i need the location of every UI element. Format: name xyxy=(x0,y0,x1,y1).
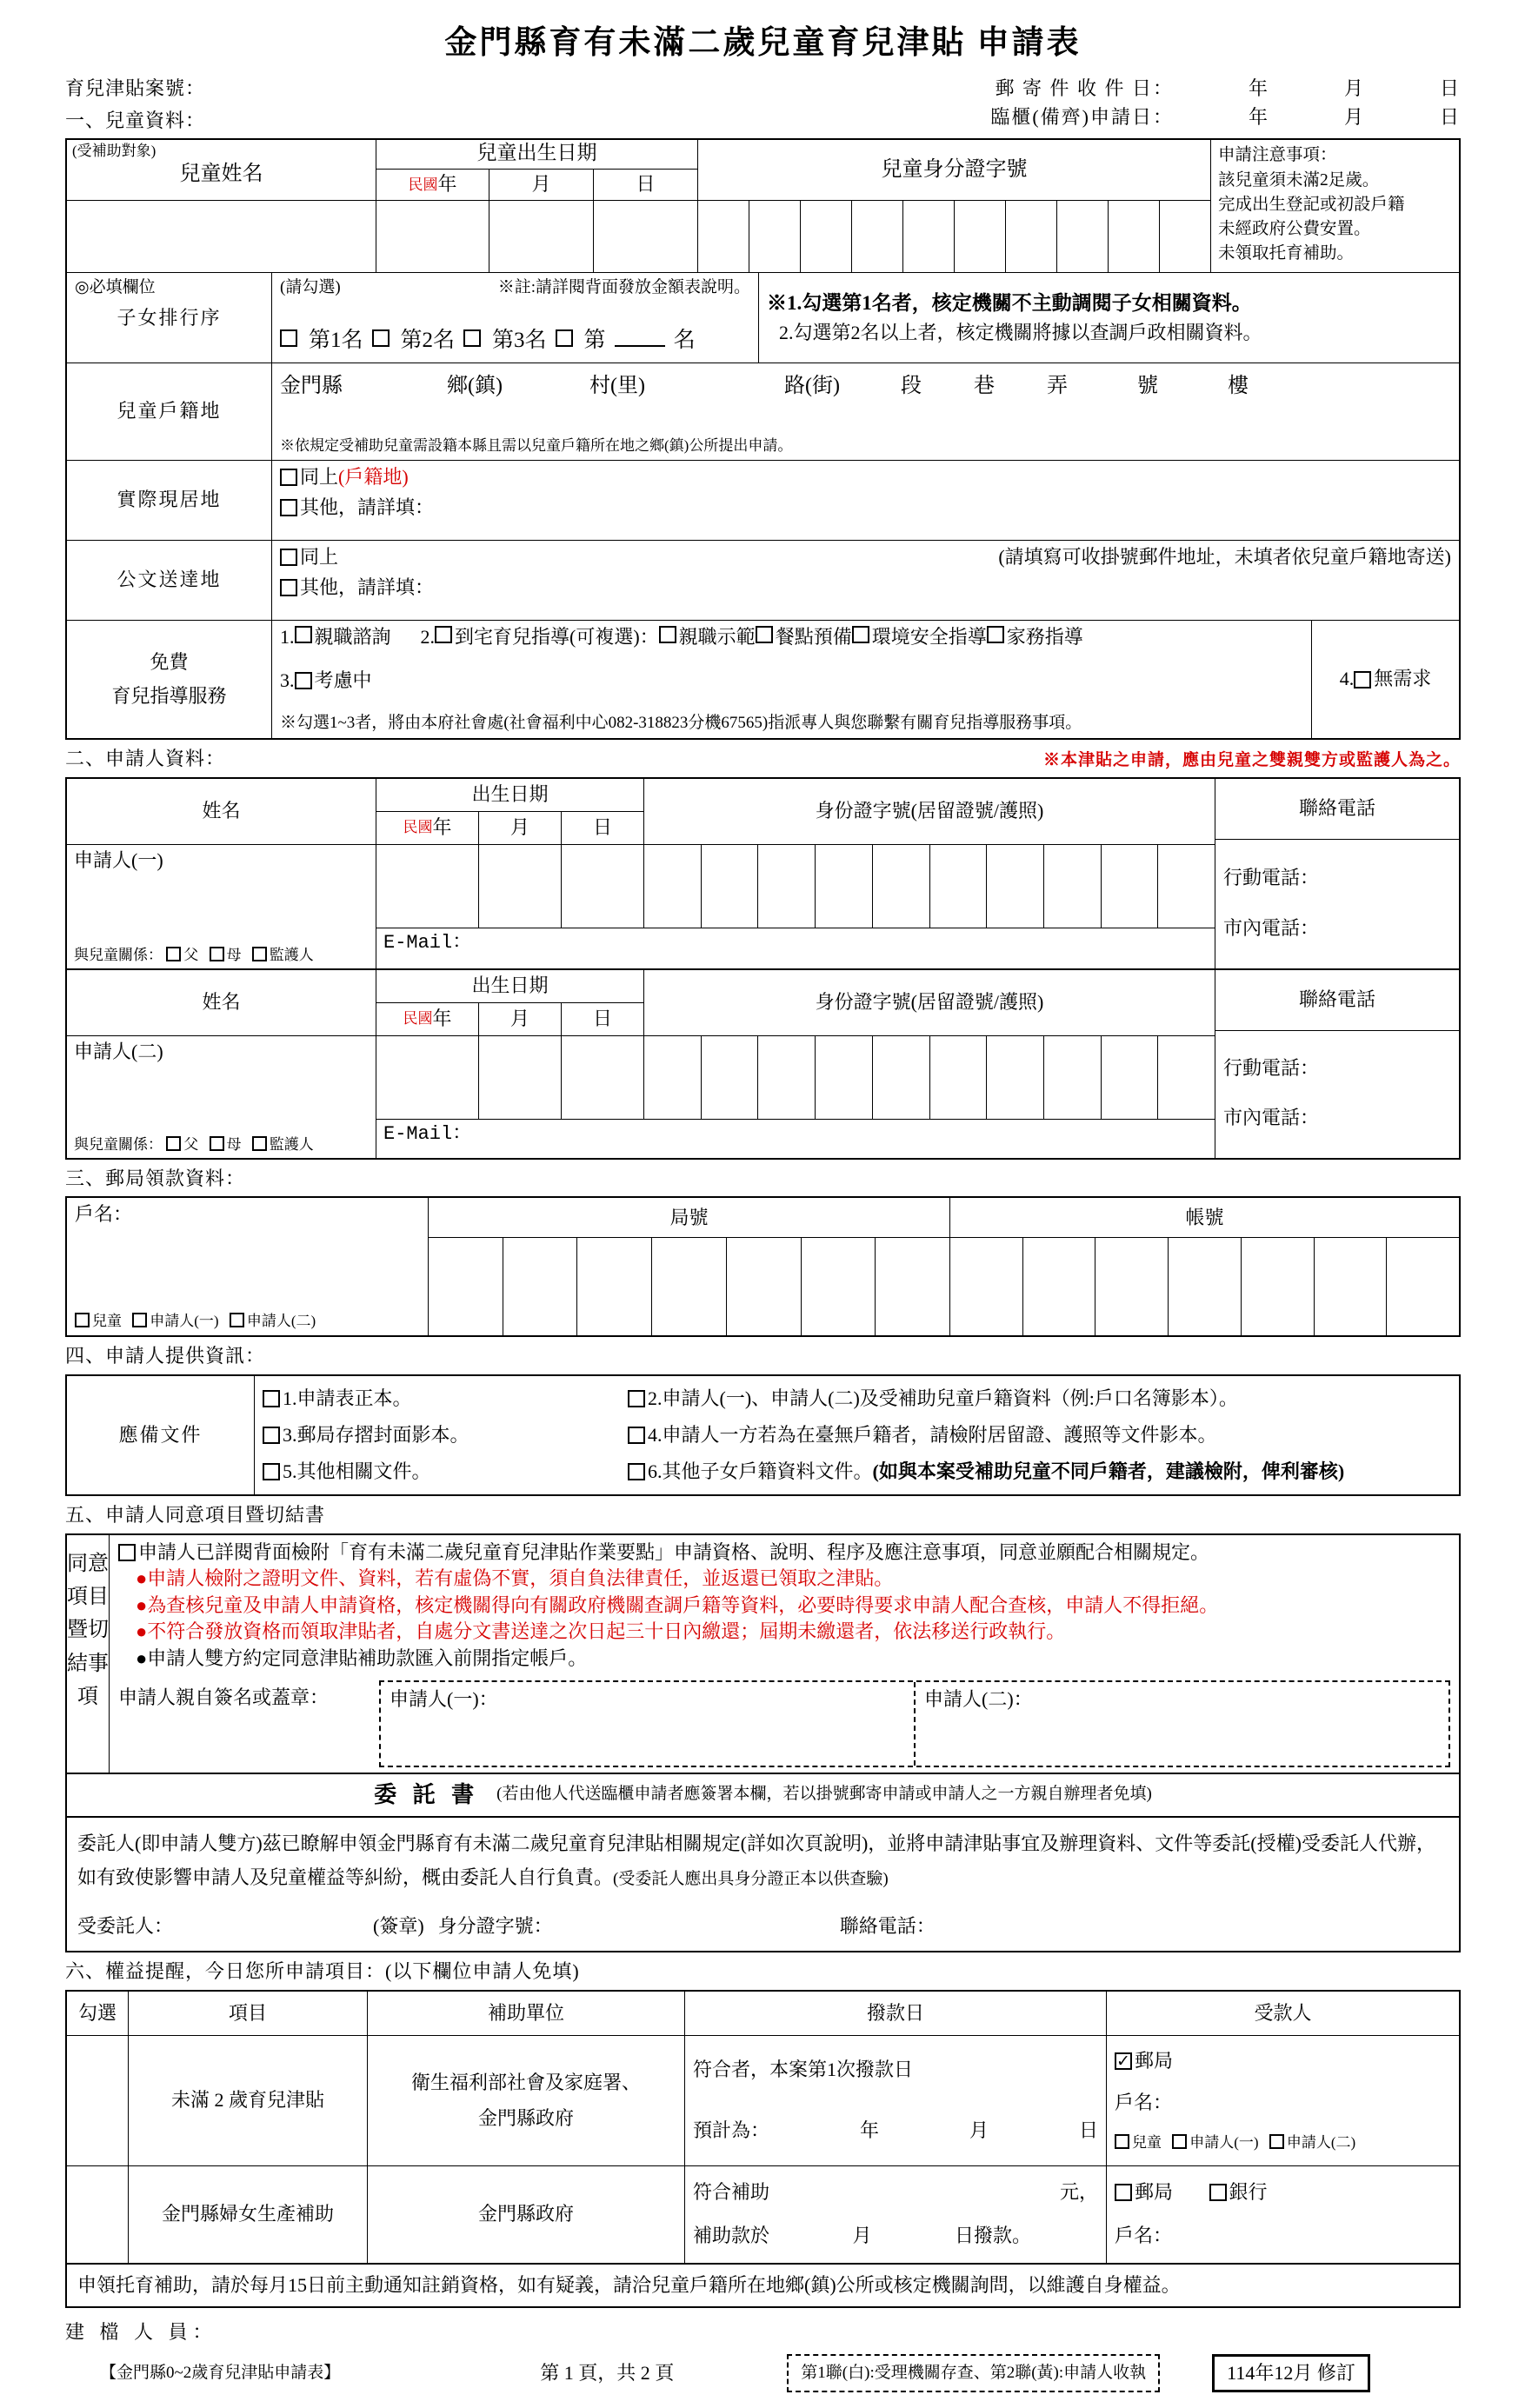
benefit-note-row xyxy=(67,2263,1459,2306)
applicant1-dob-day-field[interactable] xyxy=(561,845,643,928)
applicant1-dob-month-field[interactable] xyxy=(478,845,561,928)
roc-era-label: 民國 xyxy=(403,819,433,836)
doc-4-label: 4.申請人一方若為在臺無戶籍者，請檢附居留證、護照等文件影本。 xyxy=(648,1423,1217,1446)
delegate-id-label[interactable]: 身分證字號： xyxy=(437,1914,553,1937)
postal-account-table xyxy=(65,1196,1461,1337)
counter-date-year: 年 xyxy=(1248,105,1269,128)
required-field-note: ◎必填欄位 xyxy=(75,278,156,297)
benefit-2-amount-prefix: 符合補助 xyxy=(693,2180,770,2203)
applicant1-block xyxy=(67,779,1459,968)
doc-2-label: 2.申請人(一)、申請人(二)及受補助兒童戶籍資料（例:戶口名簿影本）。 xyxy=(648,1387,1238,1409)
benefit-1-owner-applicant1-label: 申請人(一) xyxy=(1189,2133,1259,2151)
number-label: 號 xyxy=(1136,375,1158,398)
parenting-guidance-row xyxy=(67,620,1459,738)
guidance-1-number: 1. xyxy=(280,626,295,649)
guidance-1-checkbox[interactable] xyxy=(295,626,312,643)
benefit-1-owner-child-checkbox[interactable] xyxy=(1115,2134,1129,2149)
footer-form-tag: 【金門縣0~2歲育兒津貼申請表】 xyxy=(100,2363,341,2382)
guidance-2d-checkbox[interactable] xyxy=(987,626,1004,643)
dob-header: 出生日期 xyxy=(376,779,643,812)
birth-order-hint: (請勾選) xyxy=(280,278,341,297)
benefit-summary-table xyxy=(65,1990,1461,2308)
benefit-row-1 xyxy=(67,2035,1459,2165)
benefit-1-item: 未滿 2 歲育兒津貼 xyxy=(128,2036,367,2165)
case-number-label: 育兒津貼案號： xyxy=(65,77,206,100)
guidance-3-label: 考慮中 xyxy=(314,669,372,692)
month-label: 月 xyxy=(478,812,561,844)
counter-apply-date-label: 臨櫃(備齊)申請日： xyxy=(990,105,1174,128)
benefit-1-day-label: 日 xyxy=(1078,2119,1098,2141)
guidance-2c-checkbox[interactable] xyxy=(852,626,869,643)
applicant2-relation-mother-checkbox[interactable] xyxy=(210,1136,224,1151)
child-id-cells[interactable] xyxy=(698,201,1210,272)
guidance-2a-checkbox[interactable] xyxy=(659,626,676,643)
birth-order-right-note-1: ※1.勾選第1名者，核定機關不主動調閱子女相關資料。 xyxy=(767,291,1252,314)
county-label: 金門縣 xyxy=(280,375,343,398)
residence-other-checkbox[interactable] xyxy=(280,499,297,516)
benefit-note: 申領托育補助，請於每月15日前主動通知註銷資格，如有疑義，請洽兒童戶籍所在地鄉(鎮)公所或核定機關詢問，以維護自身權益。 xyxy=(77,2273,1181,2296)
delivery-same-checkbox[interactable] xyxy=(280,549,297,566)
benefit-1-owner-applicant1-checkbox[interactable] xyxy=(1172,2134,1187,2149)
mail-date-year: 年 xyxy=(1248,77,1269,100)
benefit-2-paid-on-label: 補助款於 xyxy=(693,2225,770,2247)
birth-order-3-checkbox[interactable] xyxy=(463,329,481,347)
mail-date-day: 日 xyxy=(1439,77,1461,100)
delegation-header-row xyxy=(67,1773,1459,1816)
roc-era-label: 民國 xyxy=(408,176,438,193)
year-label: 年 xyxy=(432,1008,452,1030)
guidance-2-number: 2. xyxy=(420,626,436,649)
archiver-label[interactable]: 建 檔 人 員： xyxy=(65,2321,217,2343)
month-label: 月 xyxy=(478,1003,561,1035)
mail-date-month: 月 xyxy=(1343,77,1365,100)
birth-order-label: 子女排行序 xyxy=(117,306,222,329)
counter-date-month: 月 xyxy=(1343,105,1365,128)
household-address-line[interactable] xyxy=(280,368,1451,400)
postal-account-row xyxy=(67,1198,1459,1335)
floor-label: 樓 xyxy=(1227,375,1249,398)
month-label: 月 xyxy=(489,170,593,200)
applicant1-dob-year-field[interactable] xyxy=(376,845,478,928)
header-meta-left xyxy=(65,76,205,133)
benefit-2-amount-suffix: 元， xyxy=(1059,2180,1098,2203)
applicant1-relation-mother-checkbox[interactable] xyxy=(210,947,224,961)
applicant-id-header: 身份證字號(居留證號/護照) xyxy=(643,779,1215,844)
delegate-name-label[interactable]: 受委託人： xyxy=(77,1914,174,1937)
doc-6-label: 6.其他子女戶籍資料文件。 xyxy=(648,1460,873,1482)
doc-1-checkbox[interactable] xyxy=(263,1390,280,1407)
birth-order-other-prefix: 第 xyxy=(583,328,606,352)
guidance-2d-label: 家務指導 xyxy=(1006,626,1083,649)
relation-guardian-label: 監護人 xyxy=(269,946,314,963)
footer-row xyxy=(65,2354,1461,2393)
delegation-body-row xyxy=(67,1816,1459,1952)
benefit-1-post-office-checkbox[interactable] xyxy=(1115,2052,1132,2070)
section1-title: 一、兒童資料： xyxy=(65,109,206,131)
payment-date-column-header: 撥款日 xyxy=(684,1992,1106,2035)
applicant2-label: 申請人(二) xyxy=(74,1040,163,1062)
child-dob-header: 兒童出生日期 xyxy=(376,140,697,170)
guidance-2c-label: 環境安全指導 xyxy=(871,626,987,649)
birth-order-1-checkbox[interactable] xyxy=(280,329,297,347)
dob-header: 出生日期 xyxy=(376,970,643,1003)
benefit-header-row xyxy=(67,1992,1459,2035)
actual-residence-row xyxy=(67,460,1459,540)
guidance-note: ※勾選1~3者，將由本府社會處(社會福利中心082-318823分機67565)指派專人與您聯繫有關育兒指導服務事項。 xyxy=(280,713,1082,732)
applicant2-dob-year-field[interactable] xyxy=(376,1036,478,1119)
birth-order-note: ※註:請詳閱背面發放金額表說明。 xyxy=(497,278,750,297)
alley-label: 弄 xyxy=(1046,375,1068,398)
consent-bullet-1: ●申請人檢附之證明文件、資料，若有虛偽不實，須自負法律責任，並返還已領取之津貼。 xyxy=(136,1567,894,1590)
applicant2-relation-guardian-checkbox[interactable] xyxy=(252,1136,267,1151)
applicant2-signature-label: 申請人(二)： xyxy=(924,1687,1033,1710)
guidance-2b-checkbox[interactable] xyxy=(756,626,773,643)
village-label: 村(里) xyxy=(589,375,645,398)
doc-5-label: 5.其他相關文件。 xyxy=(283,1460,431,1482)
applicant1-relation-guardian-checkbox[interactable] xyxy=(252,947,267,961)
applicant2-id-cells[interactable] xyxy=(643,1036,1215,1119)
birth-order-other-checkbox[interactable] xyxy=(556,329,573,347)
notice-line-2: 完成出生登記或初設戶籍 xyxy=(1218,195,1405,214)
benefit-2-payment-line2 xyxy=(693,2224,1098,2249)
child-id-header: 兒童身分證字號 xyxy=(698,140,1210,201)
doc-1-label: 1.申請表正本。 xyxy=(283,1387,412,1409)
account-owner-applicant2-checkbox[interactable] xyxy=(230,1313,244,1327)
child-dob-year-field[interactable] xyxy=(376,201,489,272)
relation-mother-label: 母 xyxy=(226,946,242,963)
email-label: E-Mail： xyxy=(383,931,472,954)
guidance-1-label: 親職諮詢 xyxy=(314,626,391,649)
notice-title: 申請注意事項： xyxy=(1218,146,1337,165)
doc-3-checkbox[interactable] xyxy=(263,1427,280,1444)
consent-agree-checkbox[interactable] xyxy=(118,1544,136,1561)
year-label: 年 xyxy=(437,173,457,196)
relation-guardian-label: 監護人 xyxy=(269,1135,314,1153)
mail-received-date-row xyxy=(990,76,1461,102)
birth-order-2-label: 第2名 xyxy=(400,328,456,352)
applicant2-mobile-label[interactable]: 行動電話： xyxy=(1223,1056,1320,1079)
relation-mother-label: 母 xyxy=(226,1135,242,1153)
notice-line-1: 該兒童須未滿2足歲。 xyxy=(1218,170,1380,190)
applicant1-mobile-label[interactable]: 行動電話： xyxy=(1223,866,1320,888)
signature-instruction-label: 申請人親自簽名或蓋章： xyxy=(118,1686,330,1708)
email-label: E-Mail： xyxy=(383,1122,472,1145)
guidance-label-line1: 免費 xyxy=(150,651,189,674)
doc-2-checkbox[interactable] xyxy=(628,1390,645,1407)
delegation-body-note: (受委託人應出具身分證正本以供查驗) xyxy=(613,1870,889,1889)
birth-order-3-label: 第3名 xyxy=(492,328,547,352)
counter-apply-date-row xyxy=(990,105,1461,130)
applicant1-id-cells[interactable] xyxy=(643,845,1215,928)
day-label: 日 xyxy=(593,170,697,200)
applicant-info-table xyxy=(65,777,1461,1160)
item-column-header: 項目 xyxy=(128,1992,367,2035)
counter-date-day: 日 xyxy=(1439,105,1461,128)
benefit-1-post-office-label: 郵局 xyxy=(1135,2049,1174,2072)
consent-row xyxy=(67,1535,1459,1773)
delivery-other-checkbox[interactable] xyxy=(280,579,297,596)
delivery-other-label: 其他，請詳填： xyxy=(300,575,435,598)
applicant-id-header: 身份證字號(居留證號/護照) xyxy=(643,970,1215,1035)
header-meta-right xyxy=(990,76,1461,133)
account-owner-child-label: 兒童 xyxy=(92,1313,122,1330)
form-title: 金門縣育有未滿二歲兒童育兒津貼 申請表 xyxy=(444,25,1082,61)
account-owner-applicant2-label: 申請人(二) xyxy=(246,1313,316,1330)
guidance-3-number: 3. xyxy=(280,669,295,692)
section6-title: 六、權益提醒，今日您所申請項目：(以下欄位申請人免填) xyxy=(65,1960,580,1983)
footer-copies-note: 第1聯(白):受理機關存查、第2聯(黃):申請人收執 xyxy=(787,2354,1160,2393)
applicant1-tel-label[interactable]: 市內電話： xyxy=(1223,917,1320,940)
doc-3-label: 3.郵局存摺封面影本。 xyxy=(283,1423,469,1446)
consent-bullet-3: ●不符合發放資格而領取津貼者，自處分文書送達之次日起三十日內繳還；屆期未繳還者，依法移送行政執行。 xyxy=(136,1620,1066,1643)
birth-order-right-note-2: 2.勾選第2名以上者，核定機關將據以查調戶政相關資料。 xyxy=(779,322,1262,344)
check-column-header: 勾選 xyxy=(77,2001,117,2024)
benefit-1-month-label: 月 xyxy=(969,2119,989,2141)
child-name-field[interactable] xyxy=(67,201,376,272)
document-delivery-label: 公文送達地 xyxy=(117,569,222,591)
birth-order-1-label: 第1名 xyxy=(309,328,363,352)
applicant2-dob-month-field[interactable] xyxy=(478,1036,561,1119)
benefit-1-expected-label: 預計為： xyxy=(693,2119,770,2141)
delegation-title-note: (若由他人代送臨櫃申請者應簽署本欄，若以掛號郵寄申請或申請人之一方親自辦理者免填) xyxy=(496,1785,1152,1804)
section4-title-row xyxy=(65,1344,1461,1369)
benefit-row-2 xyxy=(67,2165,1459,2263)
applicant2-dob-day-field[interactable] xyxy=(561,1036,643,1119)
applicant2-email-row[interactable] xyxy=(376,1120,1215,1158)
benefit-2-check-cell[interactable] xyxy=(67,2166,128,2263)
day-label: 日 xyxy=(561,812,643,844)
residence-same-red-note: (戶籍地) xyxy=(338,466,409,489)
residence-same-checkbox[interactable] xyxy=(280,469,297,486)
benefit-2-bank-label: 銀行 xyxy=(1229,2180,1268,2203)
delegation-body-text: 委託人(即申請人雙方)茲已瞭解申領金門縣育有未滿二歲兒童育兒津貼相關規定(詳如次頁說明)，並將申請津貼事宜及辦理資料、文件等委託(授權)受委託人代辦，如有致使影響申請人及兒童權益等糾紛，概由委託人自行負責。 xyxy=(77,1832,1435,1889)
section4-title: 四、申請人提供資訊： xyxy=(65,1345,266,1367)
section2-title: 二、申請人資料： xyxy=(65,748,226,770)
guidance-4-number: 4. xyxy=(1339,668,1355,690)
account-number-header: 帳號 xyxy=(950,1198,1459,1238)
section-label: 段 xyxy=(900,375,922,398)
doc-6-bold-note: (如與本案受補助兒童不同戶籍者，建議檢附，俾利審核) xyxy=(872,1460,1345,1482)
notice-line-4: 未領取托育補助。 xyxy=(1218,244,1355,263)
guidance-2b-label: 餐點預備 xyxy=(775,626,852,649)
required-documents-row xyxy=(67,1376,1459,1494)
child-info-table xyxy=(65,138,1461,740)
footer-revision-badge: 114年12月 修訂 xyxy=(1212,2354,1370,2393)
applicant2-block xyxy=(67,968,1459,1158)
benefit-1-check-cell[interactable] xyxy=(67,2036,128,2165)
footer-page-info: 第 1 頁，共 2 頁 xyxy=(540,2361,675,2384)
applicant-name-header: 姓名 xyxy=(67,970,376,1036)
account-owner-applicant1-label: 申請人(一) xyxy=(150,1313,219,1330)
header-meta xyxy=(65,76,1461,133)
guidance-3-checkbox[interactable] xyxy=(295,672,312,689)
relation-label: 與兒童關係： xyxy=(74,1135,163,1153)
day-label: 日 xyxy=(561,1003,643,1035)
consent-agree-text: 申請人已詳閱背面檢附「育有未滿二歲兒童育兒津貼作業要點」申請資格、說明、程序及應注意事項，同意並願配合相關規定。 xyxy=(138,1540,1210,1563)
benefit-2-month-label: 月 xyxy=(852,2225,872,2247)
household-registration-row xyxy=(67,363,1459,460)
birth-order-other-suffix: 名 xyxy=(673,328,696,352)
benefit-2-payment-line1 xyxy=(693,2180,1098,2205)
consent-side-label: 同意項目暨切結事項 xyxy=(67,1552,109,1709)
benefit-2-day-label: 日撥款。 xyxy=(955,2225,1032,2247)
account-owner-applicant1-checkbox[interactable] xyxy=(132,1313,147,1327)
benefit-2-account-name-label[interactable]: 戶名： xyxy=(1115,2225,1173,2247)
doc-4-checkbox[interactable] xyxy=(628,1427,645,1444)
benefit-1-owner-applicant2-label: 申請人(二) xyxy=(1286,2133,1356,2151)
account-number-cells[interactable] xyxy=(950,1238,1459,1335)
guidance-2-checkbox[interactable] xyxy=(435,626,452,643)
benefit-1-owner-applicant2-checkbox[interactable] xyxy=(1269,2134,1284,2149)
section6-title-row xyxy=(65,1959,1461,1985)
child-dob-day-field[interactable] xyxy=(593,201,697,272)
household-registration-note: ※依規定受補助兒童需設籍本縣且需以兒童戶籍所在地之鄉(鎮)公所提出申請。 xyxy=(280,437,793,455)
payee-column-header: 受款人 xyxy=(1106,1992,1459,2035)
birth-order-2-checkbox[interactable] xyxy=(372,329,390,347)
road-label: 路(街) xyxy=(783,375,840,398)
section5-title-row xyxy=(65,1503,1461,1528)
section5-title: 五、申請人同意項目暨切結書 xyxy=(65,1504,326,1527)
applicant2-tel-label[interactable]: 市內電話： xyxy=(1223,1107,1320,1129)
section3-title: 三、郵局領款資料： xyxy=(65,1167,246,1189)
document-delivery-row xyxy=(67,540,1459,620)
roc-era-label: 民國 xyxy=(403,1010,433,1028)
benefit-2-post-office-label: 郵局 xyxy=(1135,2180,1174,2203)
benefit-1-year-label: 年 xyxy=(859,2119,879,2141)
child-dob-month-field[interactable] xyxy=(489,201,593,272)
residence-other-label: 其他，請詳填： xyxy=(300,496,435,518)
section3-title-row xyxy=(65,1167,1461,1192)
child-header-row xyxy=(67,140,1459,272)
benefit-1-agency-line2: 金門縣政府 xyxy=(477,2106,574,2129)
applicant1-signature-area[interactable] xyxy=(381,1682,916,1766)
child-name-header: 兒童姓名 xyxy=(179,163,263,186)
branch-number-cells[interactable] xyxy=(429,1238,949,1335)
guidance-4-label: 無需求 xyxy=(1374,668,1432,690)
birth-order-row xyxy=(67,272,1459,363)
delegate-seal-label: (簽章) xyxy=(373,1914,424,1937)
required-documents-table xyxy=(65,1374,1461,1496)
section2-title-row xyxy=(65,747,1461,772)
household-registration-label: 兒童戶籍地 xyxy=(117,400,222,422)
guidance-4-checkbox[interactable] xyxy=(1354,671,1371,688)
applicant1-relation-father-checkbox[interactable] xyxy=(166,947,181,961)
mail-received-date-label: 郵 寄 件 收 件 日： xyxy=(995,77,1174,100)
applicant1-email-row[interactable] xyxy=(376,928,1215,968)
required-documents-label: 應備文件 xyxy=(118,1423,203,1446)
benefit-1-agency-line1: 衛生福利部社會及家庭署、 xyxy=(410,2071,641,2093)
birth-order-other-field[interactable] xyxy=(615,329,665,347)
delivery-note: (請填寫可收掛號郵件地址，未填者依兒童戶籍地寄送) xyxy=(998,546,1451,569)
consent-table xyxy=(65,1533,1461,1953)
section2-red-note: ※本津貼之申請，應由兒童之雙親雙方或監護人為之。 xyxy=(1042,751,1461,770)
consent-bullet-2: ●為查核兒童及申請人申請資格，核定機關得向有關政府機關查調戶籍等資料，必要時得要求申請人配合查核，申請人不得拒絕。 xyxy=(136,1593,1219,1616)
phone-header: 聯絡電話 xyxy=(1215,970,1459,1031)
guidance-2a-label: 親職示範 xyxy=(678,626,756,649)
applicant1-signature-label: 申請人(一)： xyxy=(390,1687,498,1710)
account-name-label[interactable]: 戶名： xyxy=(75,1203,133,1226)
actual-residence-label: 實際現居地 xyxy=(117,489,222,511)
delegation-title: 委 託 書 xyxy=(374,1781,480,1807)
phone-header: 聯絡電話 xyxy=(1215,779,1459,840)
lane-label: 巷 xyxy=(973,375,995,398)
benefit-2-agency: 金門縣政府 xyxy=(367,2166,684,2263)
guidance-2-label: 到宅育兒指導(可複選)： xyxy=(455,626,659,649)
agency-column-header: 補助單位 xyxy=(367,1992,684,2035)
benefit-2-post-office-checkbox[interactable] xyxy=(1115,2184,1132,2201)
benefit-1-payment-line1: 符合者，本案第1次撥款日 xyxy=(693,2059,914,2081)
guidance-label-line2: 育兒指導服務 xyxy=(111,684,227,707)
benefit-2-item: 金門縣婦女生產補助 xyxy=(128,2166,367,2263)
township-label: 鄉(鎮) xyxy=(447,375,503,398)
applicant1-label: 申請人(一) xyxy=(74,848,163,871)
benefit-1-account-name-label[interactable]: 戶名： xyxy=(1115,2092,1173,2114)
benefit-2-bank-checkbox[interactable] xyxy=(1209,2184,1227,2201)
notice-line-3: 未經政府公費安置。 xyxy=(1218,220,1371,239)
account-owner-child-checkbox[interactable] xyxy=(75,1313,90,1327)
relation-father-label: 父 xyxy=(183,946,199,963)
delivery-same-label: 同上 xyxy=(300,546,339,569)
consent-bullet-4: ●申請人雙方約定同意津貼補助款匯入前開指定帳戶。 xyxy=(136,1647,588,1670)
applicant2-relation-father-checkbox[interactable] xyxy=(166,1136,181,1151)
applicant2-signature-area[interactable] xyxy=(916,1682,1448,1766)
delegate-phone-label[interactable]: 聯絡電話： xyxy=(839,1914,936,1937)
doc-5-checkbox[interactable] xyxy=(263,1463,280,1480)
doc-6-checkbox[interactable] xyxy=(628,1463,645,1480)
recipient-note: (受補助對象) xyxy=(72,143,156,160)
relation-father-label: 父 xyxy=(183,1135,199,1153)
year-label: 年 xyxy=(432,816,452,839)
benefit-1-owner-child-label: 兒童 xyxy=(1132,2133,1162,2151)
branch-number-header: 局號 xyxy=(429,1198,949,1238)
applicant-name-header: 姓名 xyxy=(67,779,376,845)
relation-label: 與兒童關係： xyxy=(74,946,163,963)
residence-same-label: 同上 xyxy=(300,466,339,489)
benefit-1-payment-line2 xyxy=(693,2119,1098,2144)
